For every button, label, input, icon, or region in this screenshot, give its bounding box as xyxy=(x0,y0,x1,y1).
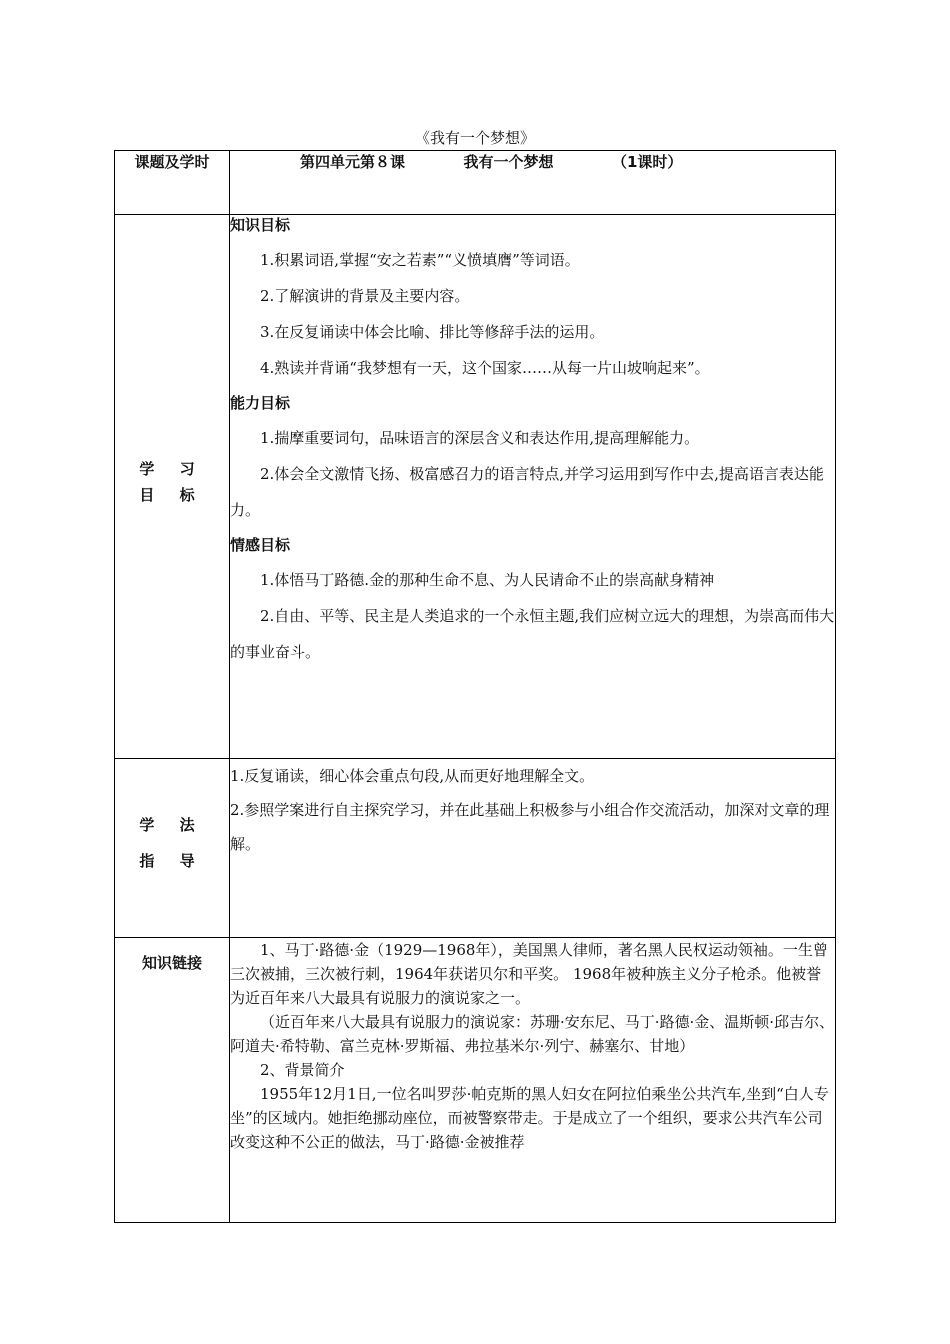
method-row xyxy=(115,759,836,938)
method-content xyxy=(230,759,836,938)
knowledge-link-content xyxy=(230,938,836,1223)
link-paragraph: 1955年12月1日,一位名叫罗莎·帕克斯的黑人妇女在阿拉伯乘坐公共汽车,坐到“白人专坐”的区域内。她拒绝挪动座位，而被警察带走。于是成立了一个组织，要求公共汽车公司改变这种不公正的做法，马丁·路德·金被推荐 xyxy=(230,1085,829,1151)
document-title: 《我有一个梦想》 xyxy=(414,129,535,147)
goals-label-line2: 目 标 xyxy=(139,485,205,504)
knowledge-item: 2.了解演讲的背景及主要内容。 xyxy=(260,287,470,305)
method-item: 1.反复诵读，细心体会重点句段,从而更好地理解全文。 xyxy=(230,767,595,785)
goals-content xyxy=(230,215,836,759)
emotion-heading: 情感目标 xyxy=(230,536,291,554)
unit-label: 第四单元第８课 xyxy=(300,153,406,171)
knowledge-item: 4.熟读并背诵“我梦想有一天，这个国家……从每一片山坡响起来”。 xyxy=(260,359,710,377)
link-paragraph: 1、马丁·路德·金（1929—1968年），美国黑人律师，著名黑人民权运动领袖。一生曾三次被捕，三次被行刺，1964年获诺贝尔和平奖。 1968年被种族主义分子枪杀。他被誉为近百年来八大最具有说服力的演说家之一。 xyxy=(230,941,828,1007)
title-row xyxy=(115,151,836,215)
ability-item: 2.体会全文激情飞扬、极富感召力的语言特点,并学习运用到写作中去,提高语言表达能力。 xyxy=(230,465,824,519)
knowledge-heading: 知识目标 xyxy=(230,216,291,234)
emotion-item: 2.自由、平等、民主是人类追求的一个永恒主题,我们应树立远大的理想，为崇高而伟大的事业奋斗。 xyxy=(230,607,835,661)
lesson-title: 我有一个梦想 xyxy=(463,153,554,171)
knowledge-item: 3.在反复诵读中体会比喻、排比等修辞手法的运用。 xyxy=(260,323,605,341)
link-paragraph: （近百年来八大最具有说服力的演说家：苏珊·安东尼、马丁·路德·金、温斯顿·邱吉尔、阿道夫·希特勒、富兰克林·罗斯福、弗拉基米尔·列宁、赫塞尔、甘地） xyxy=(230,1013,835,1055)
ability-heading: 能力目标 xyxy=(230,394,291,412)
method-label-line1: 学 法 xyxy=(139,816,205,834)
title-row-content xyxy=(230,151,836,215)
goals-label-line1: 学 习 xyxy=(139,459,205,478)
goals-label-cell xyxy=(115,215,230,759)
method-label-cell xyxy=(115,759,230,938)
emotion-item: 1.体悟马丁路德.金的那种生命不息、为人民请命不止的崇高献身精神 xyxy=(260,571,715,589)
ability-item: 1.揣摩重要词句，品味语言的深层含义和表达作用,提高理解能力。 xyxy=(260,429,700,447)
title-row-label: 课题及学时 xyxy=(115,151,230,215)
knowledge-link-label: 知识链接 xyxy=(115,938,230,1223)
method-label-line2: 指 导 xyxy=(139,852,205,870)
knowledge-item: 1.积累词语,掌握“安之若素”“义愤填膺”等词语。 xyxy=(260,251,580,269)
knowledge-link-row xyxy=(115,938,836,1223)
lesson-hours: （1课时） xyxy=(611,153,683,171)
link-paragraph: 2、背景简介 xyxy=(260,1061,345,1079)
method-item: 2.参照学案进行自主探究学习，并在此基础上积极参与小组合作交流活动，加深对文章的理解。 xyxy=(230,801,830,853)
lesson-plan-table xyxy=(114,150,836,1223)
goals-row xyxy=(115,215,836,759)
